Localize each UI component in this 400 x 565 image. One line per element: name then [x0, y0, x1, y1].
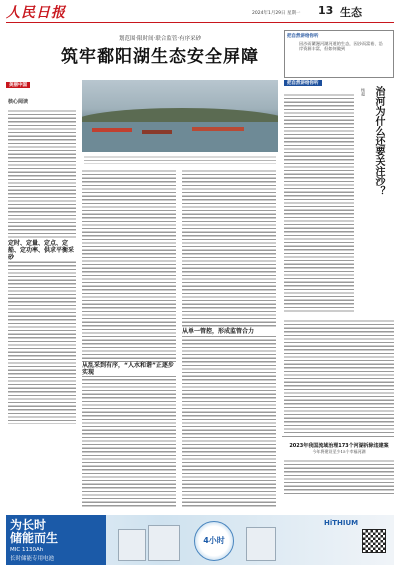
main-headline: 筑牢鄱阳湖生态安全屏障	[61, 47, 259, 67]
masthead	[0, 0, 400, 22]
core-reading-label: 核心阅读	[8, 99, 29, 105]
report-subhead: 今年将建设至少15个幸福河湖	[312, 449, 366, 454]
masthead-rule	[6, 22, 394, 23]
sidebar-tag: 把自然讲给你听	[287, 34, 319, 39]
headline-kicker: 划范围·限时间·联合监管·有序采砂	[118, 36, 202, 42]
battery-icon	[118, 529, 146, 561]
sidebar-box	[284, 30, 394, 78]
body-column-3	[182, 168, 276, 508]
report-text	[284, 458, 394, 494]
section-name: 生态	[340, 6, 362, 19]
newspaper-brand: 人民日报	[6, 5, 66, 21]
lead-column-text	[8, 108, 76, 424]
subhead-1: 定时、定量、定点、定船、定功率、供求平衡采砂	[8, 240, 75, 261]
battery-icon	[246, 527, 276, 561]
photo-boat	[192, 127, 244, 131]
photo-caption	[84, 154, 276, 164]
ad-model: MIC 1130Ah	[10, 547, 44, 553]
issue-date: 2024年1月29日 星期一	[252, 11, 301, 16]
ad-description: 长时储能专用电池	[10, 556, 55, 562]
column-tag: 把自然讲给你听	[284, 80, 322, 86]
ad-headline	[10, 519, 58, 545]
column-title: 治河为什么还要关注沙？	[373, 86, 384, 196]
subhead-3: 从单一管控，形成监管合力	[182, 328, 276, 335]
photo-boat	[142, 130, 172, 134]
ad-hours: 4小时	[203, 536, 225, 545]
subhead-2: 从乱采到有序，“人水和谐”正逐步实现	[82, 362, 176, 376]
battery-icon	[148, 525, 180, 561]
ad-headline-line1: 为长时	[10, 518, 47, 532]
report-headline: 2023年我国流域治理173个河湖拆除违建案	[289, 443, 389, 449]
ad-brand-logo: HiTHIUM	[324, 519, 359, 527]
column-text-left	[284, 92, 354, 314]
qr-code-icon	[362, 529, 386, 553]
ad-headline-line2: 储能而生	[10, 531, 59, 545]
column-text-bottom	[284, 318, 394, 434]
photo-boat	[92, 128, 132, 132]
report-divider	[282, 436, 394, 437]
advertisement-banner	[6, 515, 394, 565]
page-number: 13	[318, 4, 334, 17]
sidebar-intro: 因沙而繁漫河湖河道的生态，因沙而富裕、沿岸资源丰富，但如何做到	[299, 41, 383, 52]
section-tag: 美丽中国	[6, 82, 30, 88]
photo-water	[82, 122, 278, 152]
column-author: 杨超	[361, 88, 366, 96]
body-column-2	[82, 168, 176, 508]
ad-text-panel	[6, 515, 106, 565]
lake-photo	[82, 80, 278, 152]
